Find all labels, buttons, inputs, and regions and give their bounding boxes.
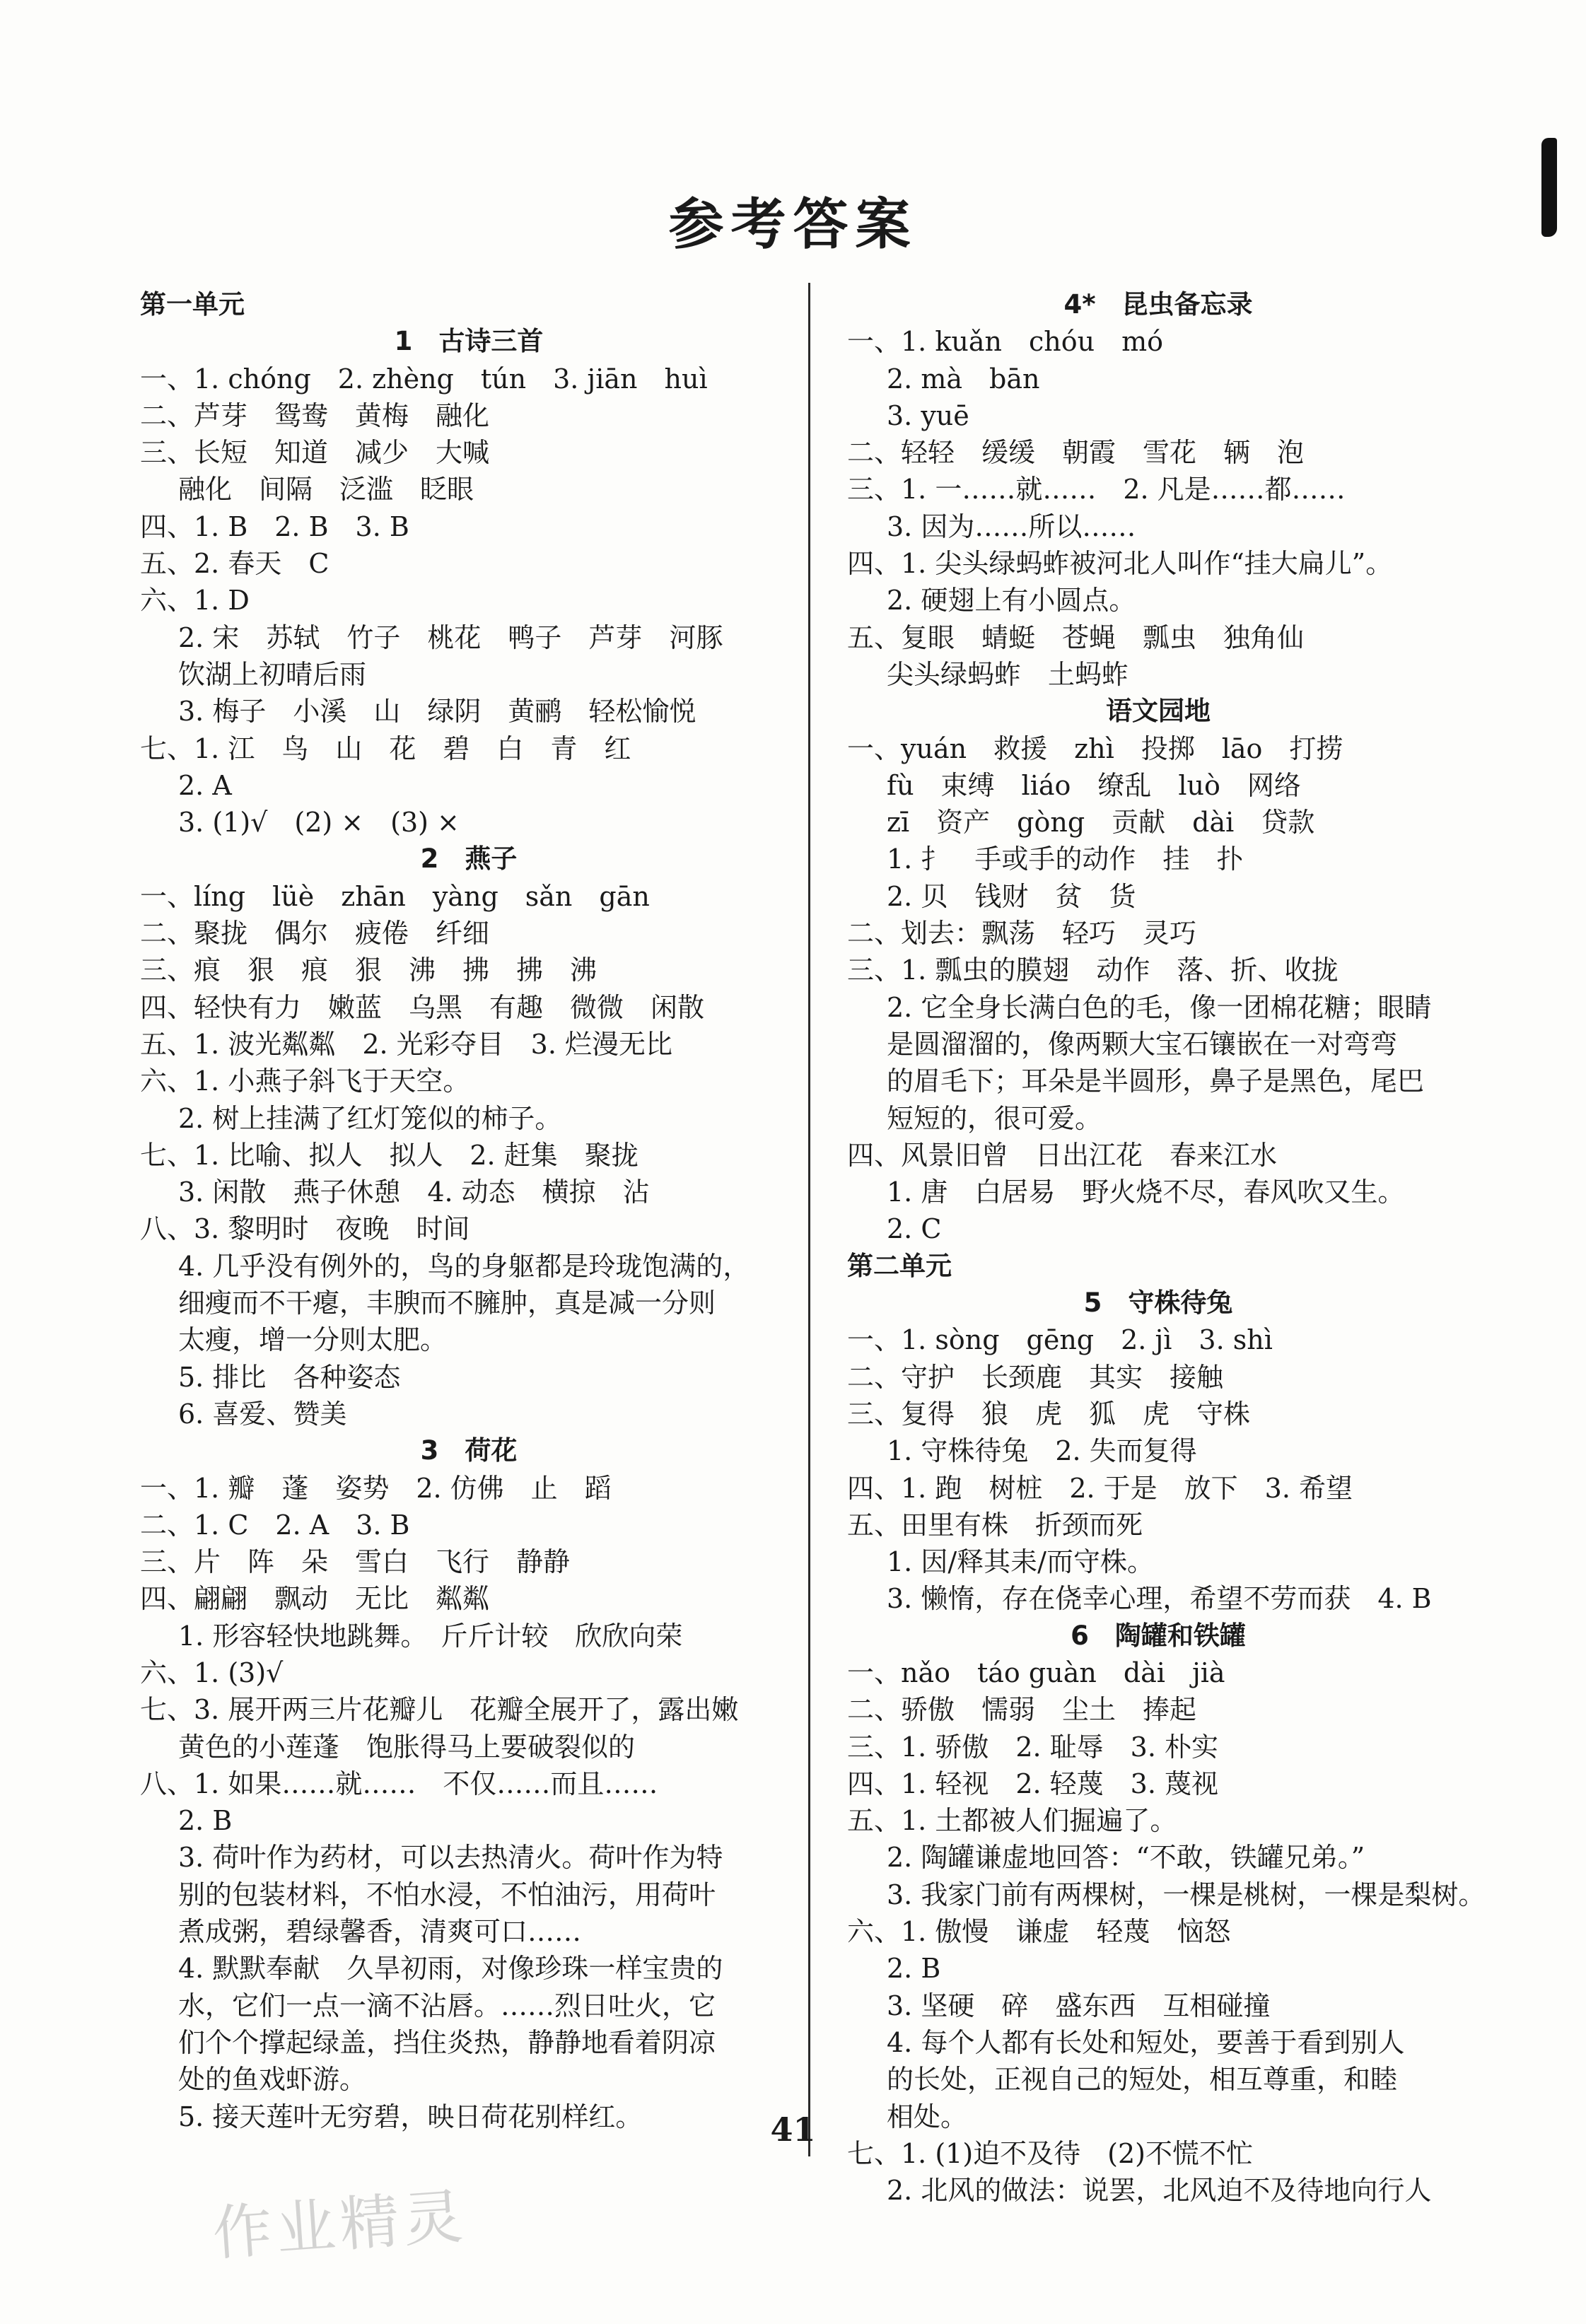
answer-line: 融化 间隔 泛滥 眨眼 <box>178 474 474 506</box>
answer-line: 八、3. 黎明时 夜晚 时间 <box>140 1213 470 1245</box>
answer-line: 1. 形容轻快地跳舞。 斤斤计较 欣欣向荣 <box>178 1620 683 1652</box>
answer-line: 七、1. (1)迫不及待 (2)不慌不忙 <box>847 2137 1253 2169</box>
answer-line: 3. 我家门前有两棵树，一棵是桃树，一棵是梨树。 <box>887 1879 1486 1910</box>
answer-line: 一、líng lüè zhān yàng sǎn gān <box>140 880 650 912</box>
answer-line: 七、3. 展开两三片花瓣儿 花瓣全展开了，露出嫩 <box>140 1694 739 1726</box>
section-heading: 第一单元 <box>140 289 245 320</box>
answer-line: 六、1. 小燕子斜飞于天空。 <box>140 1065 470 1097</box>
answer-line: 二、芦芽 鸳鸯 黄梅 融化 <box>140 399 490 431</box>
answer-line: 2. B <box>178 1805 233 1837</box>
answer-line: 5. 接天莲叶无穷碧，映日荷花别样红。 <box>178 2101 643 2132</box>
answer-line: 一、nǎo táo guàn dài jià <box>847 1657 1225 1688</box>
column-divider <box>808 283 810 2156</box>
answer-line: 一、1. sòng gēng 2. jì 3. shì <box>847 1324 1273 1356</box>
answer-line: 一、1. 瓣 蓬 姿势 2. 仿佛 止 蹈 <box>140 1472 612 1504</box>
answer-line: 四、1. B 2. B 3. B <box>140 510 409 542</box>
answer-line: 3. 因为……所以…… <box>887 510 1136 542</box>
section-heading: 5 守株待兔 <box>1083 1287 1233 1319</box>
answer-line: 三、1. 瓢虫的膜翅 动作 落、折、收拢 <box>847 954 1339 986</box>
answer-line: 二、守护 长颈鹿 其实 接触 <box>847 1361 1224 1393</box>
answer-line: 3. 懒惰，存在侥幸心理，希望不劳而获 4. B <box>887 1583 1432 1615</box>
answer-line: 细瘦而不干瘪，丰腴而不臃肿，真是减一分则 <box>178 1287 716 1319</box>
answer-line: 四、1. 尖头绿蚂蚱被河北人叫作“挂大扁儿”。 <box>847 548 1393 580</box>
answer-line: 3. (1)√ (2) × (3) × <box>178 807 460 839</box>
answer-line: 1. 唐 白居易 野火烧不尽，春风吹又生。 <box>887 1176 1405 1208</box>
answer-line: 三、片 阵 朵 雪白 飞行 静静 <box>140 1546 571 1578</box>
answer-line: 2. B <box>887 1953 941 1985</box>
answer-line: 七、1. 江 鸟 山 花 碧 白 青 红 <box>140 732 631 764</box>
watermark: 作业精灵 <box>210 2181 470 2269</box>
answer-line: 是圆溜溜的，像两颗大宝石镶嵌在一对弯弯 <box>887 1028 1398 1060</box>
answer-line: 三、1. 一……就…… 2. 凡是……都…… <box>847 474 1346 506</box>
answer-line: 2. 北风的做法：说罢，北风迫不及待地向行人 <box>887 2175 1432 2207</box>
answer-line: zī 资产 gòng 贡献 dài 贷款 <box>887 807 1315 839</box>
section-heading: 3 荷花 <box>420 1435 518 1466</box>
answer-line: 八、1. 如果……就…… 不仅……而且…… <box>140 1768 658 1799</box>
answer-line: 的长处，正视自己的短处，相互尊重，和睦 <box>887 2064 1398 2096</box>
answer-line: 六、1. 傲慢 谦虚 轻蔑 恼怒 <box>847 1916 1231 1948</box>
answer-line: 六、1. (3)√ <box>140 1657 284 1688</box>
answer-line: 六、1. D <box>140 585 250 617</box>
answer-line: 3. 荷叶作为药材，可以去热清火。荷叶作为特 <box>178 1842 723 1874</box>
answer-line: 5. 排比 各种姿态 <box>178 1361 401 1393</box>
answer-line: 二、1. C 2. A 3. B <box>140 1509 410 1541</box>
answer-line: 一、1. chóng 2. zhèng tún 3. jiān huì <box>140 363 708 395</box>
answer-line: 二、骄傲 懦弱 尘土 捧起 <box>847 1694 1197 1726</box>
answer-line: 2. A <box>178 769 232 801</box>
page-title: 参考答案 <box>668 193 918 257</box>
answer-line: 三、1. 骄傲 2. 耻辱 3. 朴实 <box>847 1731 1219 1763</box>
answer-line: 四、1. 轻视 2. 轻蔑 3. 蔑视 <box>847 1768 1219 1799</box>
answer-line: 二、划去：飘荡 轻巧 灵巧 <box>847 918 1197 950</box>
answer-line: 2. 陶罐谦虚地回答：“不敢，铁罐兄弟。” <box>887 1842 1365 1874</box>
answer-line: 煮成粥，碧绿馨香，清爽可口…… <box>178 1916 582 1948</box>
answer-line: 2. 贝 钱财 贫 货 <box>887 880 1136 912</box>
answer-line: 四、1. 跑 树桩 2. 于是 放下 3. 希望 <box>847 1472 1353 1504</box>
answer-line: 4. 几乎没有例外的，鸟的身躯都是玲珑饱满的， <box>178 1250 750 1282</box>
answer-line: 处的鱼戏虾游。 <box>178 2064 367 2096</box>
answer-line: 2. mà bān <box>887 363 1040 395</box>
answer-line: 四、风景旧曾 日出江花 春来江水 <box>847 1139 1278 1171</box>
answer-line: 一、yuán 救援 zhì 投掷 lāo 打捞 <box>847 732 1343 764</box>
page-number: 41 <box>770 2110 816 2149</box>
answer-line: 七、1. 比喻、拟人 拟人 2. 赶集 聚拢 <box>140 1139 639 1171</box>
answer-line: 2. 硬翅上有小圆点。 <box>887 585 1136 617</box>
answer-line: 五、复眼 蜻蜓 苍蝇 瓢虫 独角仙 <box>847 621 1305 653</box>
answer-line: 4. 默默奉献 久旱初雨，对像珍珠一样宝贵的 <box>178 1953 723 1985</box>
answer-line: 三、痕 狠 痕 狠 沸 拂 拂 沸 <box>140 954 597 986</box>
answer-line: 1. 扌 手或手的动作 挂 扑 <box>887 843 1244 875</box>
answer-line: 3. 梅子 小溪 山 绿阴 黄鹂 轻松愉悦 <box>178 696 696 728</box>
answer-line: 1. 守株待兔 2. 失而复得 <box>887 1435 1197 1467</box>
right-column <box>847 286 1486 2209</box>
answer-line: 3. 坚硬 碎 盛东西 互相碰撞 <box>887 1990 1271 2021</box>
answer-line: 三、复得 狼 虎 狐 虎 守株 <box>847 1398 1251 1430</box>
section-heading: 语文园地 <box>1106 696 1211 727</box>
answer-line: 短短的，很可爱。 <box>887 1102 1102 1134</box>
answer-line: 的眉毛下；耳朵是半圆形，鼻子是黑色，尾巴 <box>887 1065 1425 1097</box>
section-heading: 2 燕子 <box>420 843 518 875</box>
answer-line: 二、聚拢 偶尔 疲倦 纤细 <box>140 918 490 950</box>
answer-line: 6. 喜爱、赞美 <box>178 1398 347 1430</box>
section-heading: 第二单元 <box>847 1250 952 1281</box>
answer-line: 2. C <box>887 1213 942 1245</box>
answer-line: 3. yuē <box>887 399 969 431</box>
answer-line: 2. 它全身长满白色的毛，像一团棉花糖；眼睛 <box>887 991 1432 1023</box>
answer-line: 尖头绿蚂蚱 土蚂蚱 <box>887 658 1129 690</box>
section-heading: 1 古诗三首 <box>394 326 544 357</box>
answer-line: 四、轻快有力 嫩蓝 乌黑 有趣 微微 闲散 <box>140 991 705 1023</box>
answer-line: 三、长短 知道 减少 大喊 <box>140 437 490 469</box>
section-heading: 6 陶罐和铁罐 <box>1071 1620 1246 1651</box>
answer-line: 五、田里有株 折颈而死 <box>847 1509 1143 1541</box>
answer-line: 别的包装材料，不怕水浸，不怕油污，用荷叶 <box>178 1879 716 1910</box>
answer-line: 一、1. kuǎn chóu mó <box>847 326 1163 358</box>
answer-line: 黄色的小莲蓬 饱胀得马上要破裂似的 <box>178 1731 636 1763</box>
answer-line: 相处。 <box>887 2101 968 2132</box>
answer-line: 3. 闲散 燕子休憩 4. 动态 横掠 沾 <box>178 1176 650 1208</box>
answer-line: fù 束缚 liáo 缭乱 luò 网络 <box>887 769 1301 801</box>
answer-line: 五、1. 波光粼粼 2. 光彩夺目 3. 烂漫无比 <box>140 1028 673 1060</box>
answer-line: 水，它们一点一滴不沾唇。……烈日吐火，它 <box>178 1990 716 2021</box>
answer-line: 二、轻轻 缓缓 朝霞 雪花 辆 泡 <box>847 437 1305 469</box>
answer-line: 五、2. 春天 C <box>140 548 330 580</box>
answer-line: 太瘦，增一分则太肥。 <box>178 1324 448 1356</box>
answer-line: 1. 因/释其耒/而守株。 <box>887 1546 1154 1578</box>
section-heading: 4* 昆虫备忘录 <box>1063 289 1253 320</box>
answer-line: 2. 树上挂满了红灯笼似的柿子。 <box>178 1102 562 1134</box>
answer-line: 五、1. 土都被人们掘遍了。 <box>847 1805 1177 1837</box>
answer-line: 四、翩翩 飘动 无比 粼粼 <box>140 1583 490 1615</box>
left-column <box>140 286 798 2135</box>
answer-line: 4. 每个人都有长处和短处，要善于看到别人 <box>887 2026 1405 2058</box>
answer-line: 们个个撑起绿盖，挡住炎热，静静地看着阴凉 <box>178 2026 716 2058</box>
answer-line: 2. 宋 苏轼 竹子 桃花 鸭子 芦芽 河豚 <box>178 621 723 653</box>
answer-line: 饮湖上初晴后雨 <box>178 658 367 690</box>
